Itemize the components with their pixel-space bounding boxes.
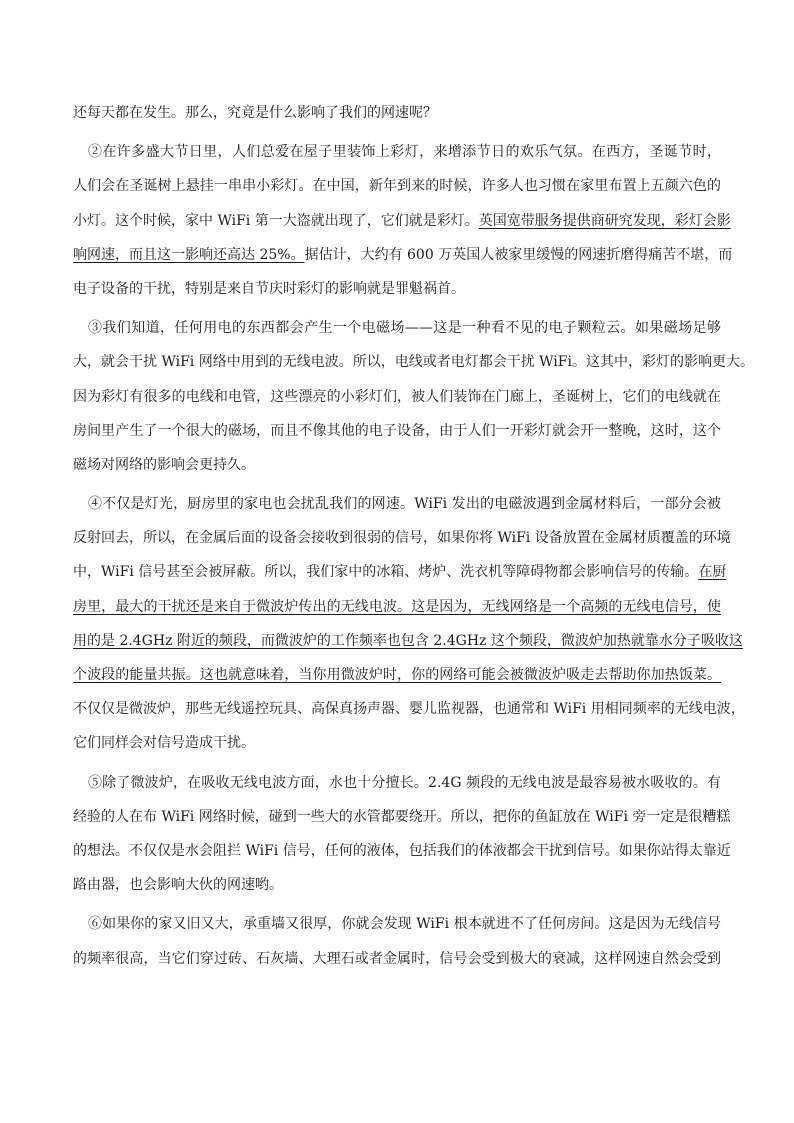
text-line (73, 658, 721, 692)
text-line (73, 311, 721, 345)
line-text: 不仅仅是微波炉，那些无线遥控玩具、高保真扬声器、婴儿监视器，也通常和 WiFi 用相同频率的无线电波， (73, 701, 745, 718)
text-line (73, 345, 754, 379)
line-text: 小灯。这个时候，家中 WiFi 第一大盗就出现了，它们就是彩灯。 (73, 212, 479, 229)
text-line (73, 726, 721, 760)
line-text: 电子设备的干扰，特别是来自节庆时彩灯的影响就是罪魁祸首。 (73, 280, 465, 297)
text-line (73, 238, 733, 272)
line-text: 的频率很高，当它们穿过砖、石灰墙、大理石或者金属时，信号会受到极大的衰减，这样网速自然会受到 (73, 950, 721, 967)
text-line (73, 692, 745, 726)
text-line (73, 135, 721, 169)
text-line (73, 169, 721, 203)
text-line (73, 942, 721, 976)
line-text: 磁场对网络的影响会更持久。 (73, 456, 255, 473)
text-line (73, 414, 721, 448)
text-line (73, 272, 721, 306)
line-text: 中，WiFi 信号甚至会被屏蔽。所以，我们家中的冰箱、烤炉、洗衣机等障碍物都会影响信号的传输。 (73, 564, 699, 581)
text-line (73, 487, 721, 521)
line-text: 还每天都在发生。那么，究竟是什么影响了我们的网速呢？ (73, 105, 437, 121)
line-text: 的想法。不仅仅是水会阻拦 WiFi 信号，任何的液体，包括我们的体液都会干扰到信号。如果你站得太靠近 (73, 842, 731, 859)
underlined-text: 响网速，而且这一影响还高达 25%。 (73, 246, 305, 263)
text-line (73, 448, 721, 482)
text-line (73, 380, 721, 414)
text-line (73, 555, 727, 589)
line-text: 据估计，大约有 600 万英国人被家里缓慢的网速折磨得痛苦不堪，而 (304, 246, 733, 263)
line-text: ⑥如果你的家又旧又大，承重墙又很厚，你就会发现 WiFi 根本就进不了任何房间。这是因为无线信号 (88, 916, 721, 933)
text-line (73, 800, 731, 834)
line-text: 反射回去，所以，在金属后面的设备会接收到很弱的信号，如果你将 WiFi 设备放置在金属材质覆盖的环境 (73, 530, 731, 547)
line-text: 大，就会干扰 WiFi 网络中用到的无线电波。所以，电线或者电灯都会干扰 WiFi。这其中，彩灯的影响更大。 (73, 354, 754, 371)
line-text: ⑤除了微波炉，在吸收无线电波方面，水也十分擅长。2.4G 频段的无线电波是最容易被水吸收的。有 (88, 774, 721, 791)
underlined-text: 房里，最大的干扰还是来自于微波炉传出的无线电波。这是因为，无线网络是一个高频的无线电信号，使 (73, 598, 721, 615)
text-line (73, 766, 721, 800)
line-text: ③我们知道，任何用电的东西都会产生一个电磁场——这是一种看不见的电子颗粒云。如果磁场足够 (88, 320, 721, 337)
line-text: 人们会在圣诞树上悬挂一串串小彩灯。在中国，新年到来的时候，许多人也习惯在家里布置上五颜六色的 (73, 178, 721, 195)
underlined-text: 个波段的能量共振。这也就意味着，当你用微波炉时，你的网络可能会被微波炉吸走去帮助你加热饭菜。 (73, 667, 721, 683)
article-body (73, 96, 754, 976)
line-text: 路由器，也会影响大伙的网速哟。 (73, 877, 283, 894)
text-line (73, 834, 731, 868)
line-text: 房间里产生了一个很大的磁场，而且不像其他的电子设备，由于人们一开彩灯就会开一整晚，这时，这个 (73, 422, 721, 439)
text-line (73, 590, 721, 624)
text-line (73, 204, 731, 238)
text-line (73, 868, 721, 902)
text-line (73, 907, 721, 941)
line-text: ②在许多盛大节日里，人们总爱在屋子里装饰上彩灯，来增添节日的欢乐气氛。在西方，圣诞节时， (88, 144, 721, 161)
line-text: ④不仅是灯光，厨房里的家电也会扰乱我们的网速。WiFi 发出的电磁波遇到金属材料后，一部分会被 (88, 496, 721, 513)
line-text: 它们同样会对信号造成干扰。 (73, 735, 255, 752)
line-text: 因为彩灯有很多的电线和电管，这些漂亮的小彩灯们，被人们装饰在门廊上，圣诞树上，它们的电线就在 (73, 388, 721, 405)
underlined-text: 用的是 2.4GHz 附近的频段，而微波炉的工作频率也包含 2.4GHz 这个频段，微波炉加热就靠水分子吸收这 (73, 632, 743, 649)
text-line (73, 96, 721, 130)
text-line (73, 624, 743, 658)
line-text: 经验的人在布 WiFi 网络时候，碰到一些大的水管都要绕开。所以，把你的鱼缸放在 WiFi 旁一定是很糟糕 (73, 808, 731, 825)
underlined-text: 英国宽带服务提供商研究发现，彩灯会影 (478, 212, 731, 229)
text-line (73, 521, 731, 555)
underlined-text: 在厨 (698, 564, 727, 581)
